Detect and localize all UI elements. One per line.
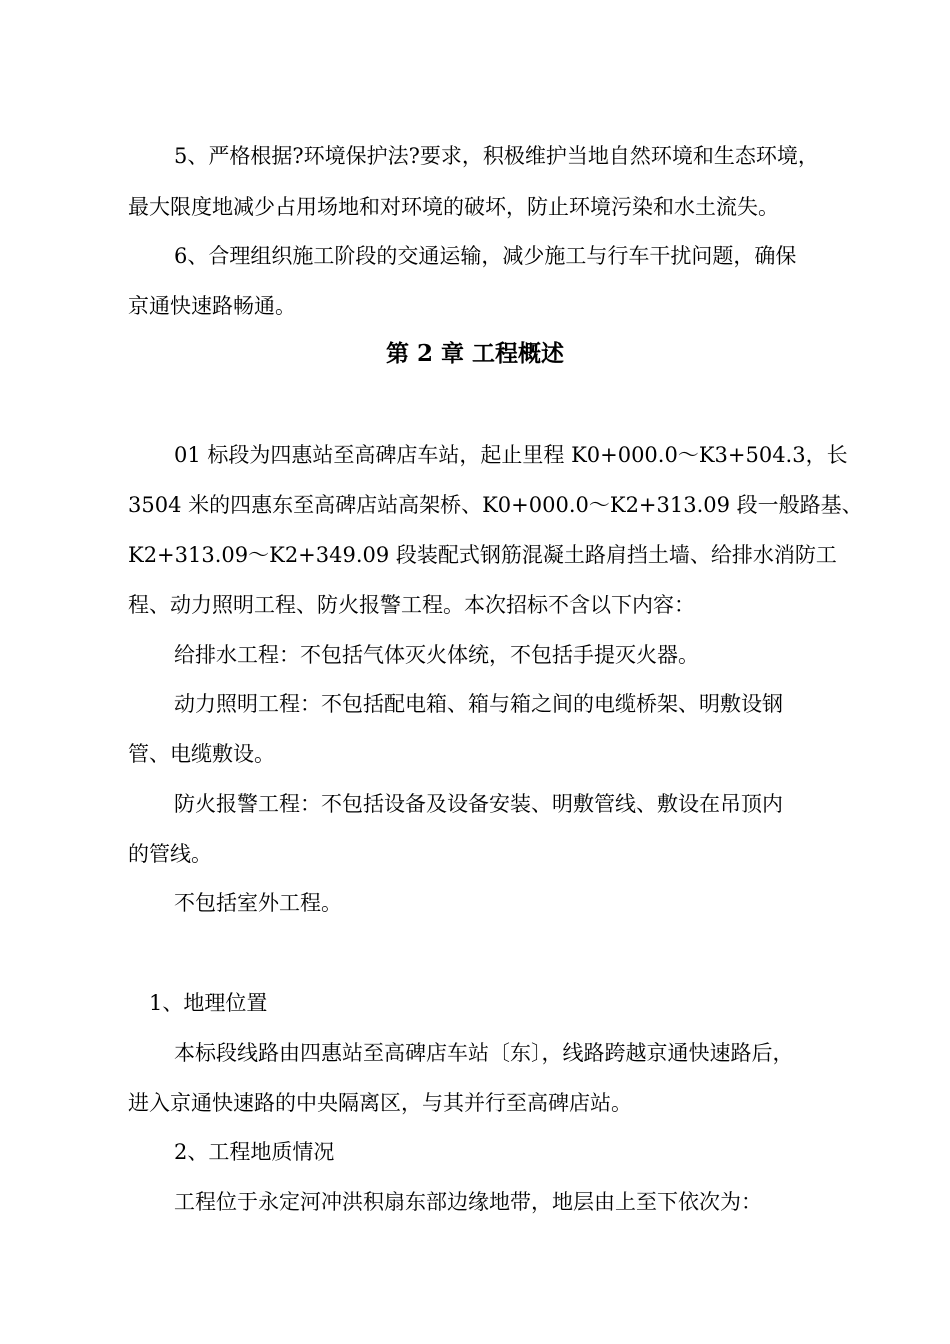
paragraph-line: K2+313.09～K2+349.09 段装配式钢筋混凝土路肩挡土墙、给排水消防工 xyxy=(128,543,837,567)
paragraph-line: 动力照明工程：不包括配电箱、箱与箱之间的电缆桥架、明敷设钢 xyxy=(174,692,783,716)
paragraph-line: 管、电缆敷设。 xyxy=(128,742,275,766)
paragraph-line: 不包括室外工程。 xyxy=(174,891,342,915)
paragraph-line: 本标段线路由四惠站至高碑店车站〔东〕，线路跨越京通快速路后， xyxy=(174,1041,794,1065)
paragraph-line: 进入京通快速路的中央隔离区，与其并行至高碑店站。 xyxy=(128,1091,632,1115)
paragraph-line: 6、合理组织施工阶段的交通运输，减少施工与行车干扰问题，确保 xyxy=(174,244,797,268)
paragraph-line: 防火报警工程：不包括设备及设备安装、明敷管线、敷设在吊顶内 xyxy=(174,792,783,816)
chapter-heading: 第 2 章 工程概述 xyxy=(385,340,565,367)
paragraph-line: 的管线。 xyxy=(128,842,212,866)
paragraph-line: 5、严格根据?环境保护法?要求，积极维护当地自然环境和生态环境， xyxy=(174,144,819,168)
paragraph-line: 给排水工程：不包括气体灭火体统，不包括手提灭火器。 xyxy=(174,643,699,667)
paragraph-line: 工程位于永定河冲洪积扇东部边缘地带，地层由上至下依次为： xyxy=(174,1190,762,1214)
paragraph-line: 最大限度地减少占用场地和对环境的破坏，防止环境污染和水土流失。 xyxy=(128,195,779,219)
paragraph-line: 京通快速路畅通。 xyxy=(128,294,296,318)
section-heading: 2、工程地质情况 xyxy=(174,1140,335,1164)
section-heading: 1、地理位置 xyxy=(149,991,268,1015)
paragraph-line: 程、动力照明工程、防火报警工程。本次招标不含以下内容： xyxy=(128,593,695,617)
paragraph-line: 3504 米的四惠东至高碑店站高架桥、K0+000.0～K2+313.09 段一般路基、 xyxy=(128,493,863,517)
paragraph-line: 01 标段为四惠站至高碑店车站，起止里程 K0+000.0～K3+504.3，长 xyxy=(174,443,848,467)
